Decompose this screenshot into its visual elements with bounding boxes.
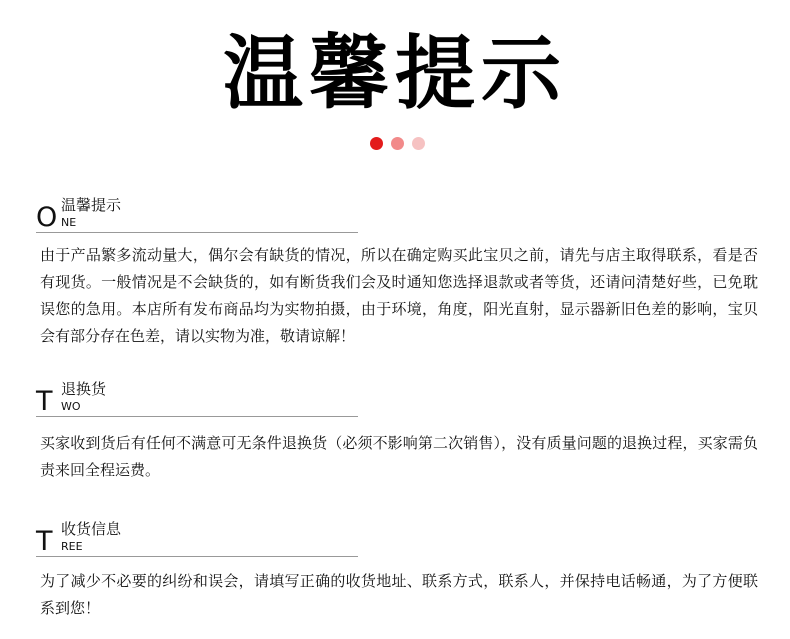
dot-red-icon — [370, 137, 383, 150]
section-header-three — [36, 520, 358, 557]
section-letter: T — [36, 526, 53, 557]
section-body-three: 为了减少不必要的纠纷和误会，请填写正确的收货地址、联系方式，联系人，并保持电话畅通，为了方便联系到您！ — [40, 572, 758, 617]
section-header-two — [36, 380, 358, 417]
dot-pink-icon — [391, 137, 404, 150]
section-body-two: 买家收到货后有任何不满意可无条件退换货（必须不影响第二次销售），没有质量问题的退换过程，买家需负责来回全程运费。 — [40, 434, 758, 479]
section-subtitle: NE — [61, 216, 77, 229]
section-subtitle: WO — [61, 400, 81, 413]
section-subtitle: REE — [61, 540, 83, 553]
section-letter: T — [36, 386, 53, 417]
section-title: 温馨提示 — [61, 196, 122, 214]
section-header-one — [36, 196, 358, 233]
section-title: 退换货 — [61, 380, 107, 398]
section-letter: O — [36, 202, 58, 233]
section-body-one: 由于产品繁多流动量大，偶尔会有缺货的情况，所以在确定购买此宝贝之前，请先与店主取得联系，看是否有现货。一般情况是不会缺货的，如有断货我们会及时通知您选择退款或者等货，还请问清楚好些，已免耽误您的急用。本店所有发布商品均为实物拍摄，由于环境，角度，阳光直射，显示器新旧色差的影响，宝贝会有部分存在色差，请以实物为准，敬请谅解！ — [40, 246, 758, 345]
page-title: 温馨提示 — [223, 27, 567, 120]
dot-light-pink-icon — [412, 137, 425, 150]
section-title: 收货信息 — [61, 520, 122, 538]
